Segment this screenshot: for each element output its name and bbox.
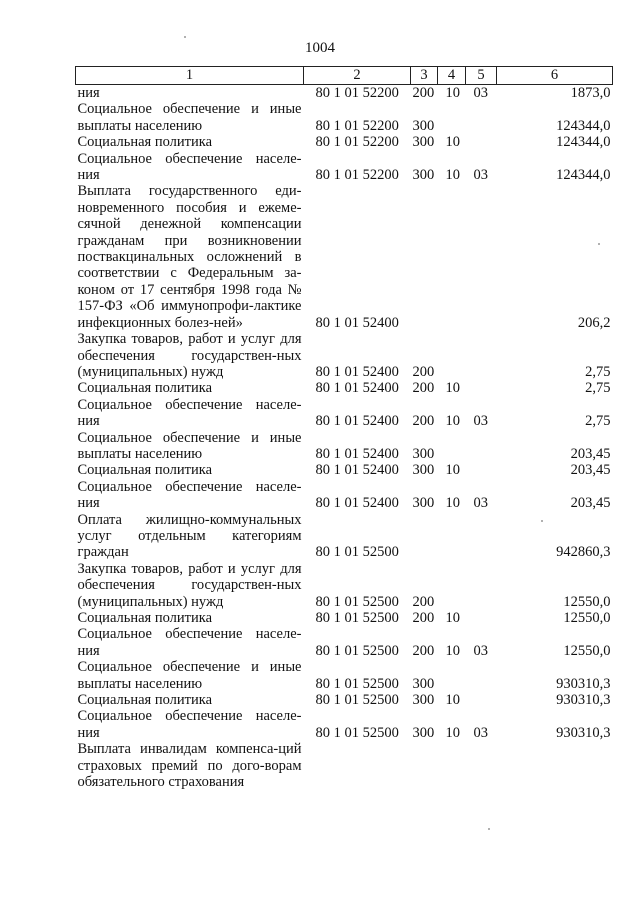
row-subsection <box>466 183 497 331</box>
table-row <box>76 512 613 561</box>
row-target-code <box>304 741 411 790</box>
row-subsection <box>466 462 497 478</box>
row-section: 10 <box>445 413 460 430</box>
row-expense-type: 300 <box>412 117 435 134</box>
row-subsection <box>466 659 497 692</box>
row-amount: 124344,0 <box>556 117 611 134</box>
row-subsection <box>466 561 497 610</box>
table-row <box>76 380 613 396</box>
row-section <box>438 741 466 790</box>
row-section <box>438 561 466 610</box>
row-expense-type: 200 <box>412 413 435 430</box>
row-target-code: 80 1 01 52400 <box>315 445 399 462</box>
row-target-code: 80 1 01 52400 <box>315 363 399 380</box>
row-section: 10 <box>445 462 460 479</box>
table-body <box>76 85 613 791</box>
row-amount: 203,45 <box>570 462 611 479</box>
row-description: Социальная политика <box>77 134 213 151</box>
row-amount: 124344,0 <box>556 167 611 184</box>
row-description: Социальное обеспечение населе-ния <box>77 150 302 184</box>
row-expense-type: 300 <box>412 445 435 462</box>
table-row <box>76 561 613 610</box>
table-header <box>76 67 613 85</box>
row-target-code: 80 1 01 52400 <box>315 413 399 430</box>
row-description: Социальное обеспечение населе-ния <box>77 396 302 430</box>
row-target-code: 80 1 01 52200 <box>315 117 399 134</box>
row-expense-type: 300 <box>412 134 435 151</box>
column-header: 4 <box>438 67 466 85</box>
row-subsection <box>466 610 497 626</box>
row-target-code: 80 1 01 52500 <box>315 692 399 709</box>
row-amount: 124344,0 <box>556 134 611 151</box>
row-section: 10 <box>445 610 460 626</box>
row-description: Закупка товаров, работ и услуг для обеспечения государствен-ных (муниципальных) нужд <box>77 331 302 380</box>
table-row <box>76 741 613 790</box>
row-description: Социальное обеспечение и иные выплаты населению <box>77 659 302 692</box>
row-expense-type: 300 <box>412 167 435 184</box>
table-row <box>76 610 613 626</box>
row-target-code: 80 1 01 52500 <box>315 675 399 692</box>
row-section: 10 <box>445 642 460 659</box>
row-subsection <box>466 692 497 708</box>
table-row <box>76 430 613 463</box>
scan-speck <box>488 828 490 830</box>
row-amount <box>497 741 613 790</box>
budget-table <box>75 66 613 790</box>
row-expense-type: 300 <box>412 675 435 692</box>
row-subsection <box>466 512 497 561</box>
table-row <box>76 659 613 692</box>
row-section: 10 <box>445 85 460 101</box>
column-header: 6 <box>497 67 613 85</box>
table-row <box>76 479 613 512</box>
row-description: ния <box>77 85 100 101</box>
row-amount: 2,75 <box>585 363 611 380</box>
row-section <box>438 430 466 463</box>
row-subsection <box>466 741 497 790</box>
row-amount: 930310,3 <box>556 692 611 709</box>
row-amount: 1873,0 <box>570 85 611 101</box>
row-amount: 2,75 <box>585 413 611 430</box>
row-section <box>438 183 466 331</box>
row-expense-type: 200 <box>412 642 435 659</box>
row-expense-type: 200 <box>412 363 435 380</box>
row-section: 10 <box>445 724 460 741</box>
table-row <box>76 85 613 102</box>
row-description: Оплата жилищно-коммунальных услуг отдельным категориям граждан <box>77 511 302 561</box>
table-row <box>76 692 613 708</box>
table-row <box>76 101 613 134</box>
row-subsection: 03 <box>473 413 488 430</box>
row-expense-type: 200 <box>412 85 435 101</box>
row-target-code: 80 1 01 52500 <box>315 642 399 659</box>
row-expense-type: 300 <box>412 462 435 479</box>
page-number: 1004 <box>305 40 335 56</box>
row-target-code: 80 1 01 52400 <box>315 462 399 479</box>
row-section: 10 <box>445 380 460 397</box>
row-section: 10 <box>445 134 460 151</box>
row-expense-type <box>411 741 438 790</box>
row-target-code: 80 1 01 52500 <box>315 544 399 561</box>
row-expense-type: 300 <box>412 692 435 709</box>
row-expense-type: 200 <box>412 610 435 626</box>
row-target-code: 80 1 01 52200 <box>315 85 399 101</box>
row-amount: 203,45 <box>570 445 611 462</box>
row-amount: 12550,0 <box>563 610 611 626</box>
row-description: Социальное обеспечение населе-ния <box>77 708 302 741</box>
header-row <box>76 67 613 85</box>
column-header: 2 <box>304 67 411 85</box>
row-subsection: 03 <box>473 167 488 184</box>
row-subsection: 03 <box>473 495 488 512</box>
row-target-code: 80 1 01 52200 <box>315 134 399 151</box>
row-section <box>438 331 466 380</box>
row-description: Выплата государственного еди-новременного пособия и ежеме-сячной денежной компенсации гражданам при возникновении поствакцинальных осложнений в соответствии с Федеральным за-коном от 17 сентября 1998 года № 157-ФЗ «Об иммунопрофи-лактике инфекционных болез-ней» <box>77 183 302 331</box>
table-row <box>76 331 613 380</box>
row-target-code: 80 1 01 52400 <box>315 380 399 397</box>
scan-speck <box>541 520 543 522</box>
row-description: Закупка товаров, работ и услуг для обеспечения государствен-ных (муниципальных) нужд <box>77 560 302 610</box>
row-section: 10 <box>445 495 460 512</box>
row-amount: 930310,3 <box>556 724 611 741</box>
row-section: 10 <box>445 692 460 709</box>
row-description: Социальное обеспечение населе-ния <box>77 626 302 659</box>
row-subsection <box>466 101 497 134</box>
row-amount: 2,75 <box>585 380 611 397</box>
column-header: 5 <box>466 67 497 85</box>
row-expense-type: 300 <box>412 724 435 741</box>
row-target-code: 80 1 01 52500 <box>315 610 399 626</box>
row-amount: 12550,0 <box>563 642 611 659</box>
row-expense-type <box>411 512 438 561</box>
column-header: 1 <box>76 67 304 85</box>
row-expense-type: 200 <box>412 593 435 610</box>
row-subsection: 03 <box>473 642 488 659</box>
row-subsection: 03 <box>473 85 488 101</box>
row-description: Социальная политика <box>77 380 213 397</box>
row-target-code: 80 1 01 52500 <box>315 593 399 610</box>
row-subsection <box>466 134 497 150</box>
row-expense-type: 200 <box>412 380 435 397</box>
row-description: Социальная политика <box>77 610 213 626</box>
row-target-code: 80 1 01 52500 <box>315 724 399 741</box>
row-amount: 206,2 <box>577 314 611 331</box>
table-row <box>76 462 613 478</box>
table-row <box>76 626 613 659</box>
row-description: Социальное обеспечение и иные выплаты населению <box>77 429 302 462</box>
table-row <box>76 183 613 331</box>
row-expense-type: 300 <box>412 495 435 512</box>
row-target-code: 80 1 01 52400 <box>315 314 399 331</box>
row-subsection <box>466 380 497 396</box>
table-row <box>76 397 613 430</box>
row-description: Социальная политика <box>77 692 213 709</box>
scan-speck <box>184 36 186 38</box>
table-row <box>76 134 613 150</box>
row-section: 10 <box>445 167 460 184</box>
row-description: Социальное обеспечение населе-ния <box>77 478 302 512</box>
row-description: Социальная политика <box>77 462 213 479</box>
row-expense-type <box>411 183 438 331</box>
row-description: Социальное обеспечение и иные выплаты населению <box>77 101 302 134</box>
row-section <box>438 659 466 692</box>
row-subsection <box>466 430 497 463</box>
scan-speck <box>598 243 600 245</box>
row-amount: 930310,3 <box>556 675 611 692</box>
row-target-code: 80 1 01 52400 <box>315 495 399 512</box>
table-row <box>76 151 613 184</box>
row-amount: 12550,0 <box>563 593 611 610</box>
row-amount: 942860,3 <box>556 544 611 561</box>
row-target-code: 80 1 01 52200 <box>315 167 399 184</box>
row-subsection: 03 <box>473 724 488 741</box>
row-section <box>438 101 466 134</box>
row-description: Выплата инвалидам компенса-ций страховых премий по дого-ворам обязательного страхования <box>77 741 302 791</box>
column-header: 3 <box>411 67 438 85</box>
row-subsection <box>466 331 497 380</box>
row-amount: 203,45 <box>570 495 611 512</box>
table-row <box>76 708 613 741</box>
row-section <box>438 512 466 561</box>
